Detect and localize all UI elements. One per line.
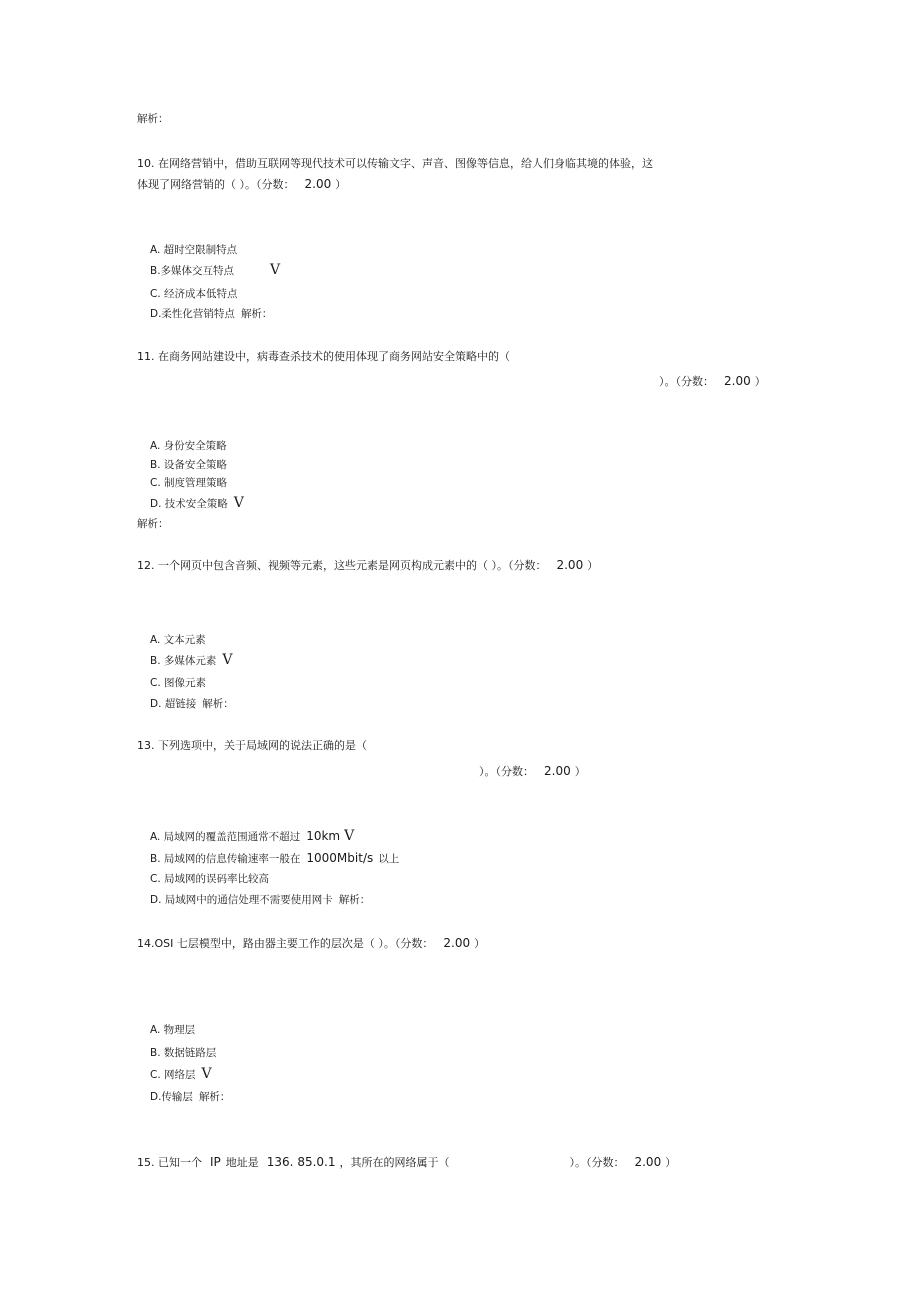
q12-stem-text: 12. 一个网页中包含音频、视频等元素，这些元素是网页构成元素中的（ ）。（分数： — [137, 559, 547, 572]
q13-option-b-value: 1000Mbit/s — [306, 851, 374, 865]
q14-option-d[interactable] — [150, 1090, 230, 1104]
q11-score: 2.00 — [724, 374, 751, 388]
q13-score: 2.00 — [544, 764, 571, 778]
q13-analysis-label: 解析： — [338, 894, 371, 906]
q14-option-d-text: D.传输层 — [150, 1091, 193, 1103]
q14-option-a[interactable]: A. 物理层 — [150, 1024, 196, 1036]
q10-close: ） — [335, 178, 347, 191]
q14-score: 2.00 — [443, 936, 471, 950]
q15-stem-suffix: ，其所在的网络属于（ — [339, 1156, 450, 1169]
q12-analysis-label: 解析： — [202, 698, 234, 710]
q12-option-b[interactable] — [150, 653, 233, 668]
q13-option-b-suffix: 以上 — [378, 853, 400, 865]
q10-score: 2.00 — [304, 177, 332, 191]
q11-close: ） — [754, 375, 766, 388]
q11-option-b[interactable]: B. 设备安全策略 — [150, 459, 227, 471]
q14-option-c-text: C. 网络层 — [150, 1069, 196, 1081]
q11-option-d-text: D. 技术安全策略 — [150, 498, 228, 510]
q10-stem-text: 体现了网络营销的（ ）。（分数： — [137, 178, 295, 191]
q12-option-d[interactable] — [150, 697, 234, 711]
q11-check-mark: V — [233, 495, 244, 511]
q13-stem: 13. 下列选项中，关于局域网的说法正确的是（ — [137, 739, 367, 752]
q12-option-d-text: D. 超链接 — [150, 698, 197, 710]
q10-option-b[interactable] — [150, 263, 280, 278]
q13-option-d-text: D. 局域网中的通信处理不需要使用网卡 — [150, 894, 333, 906]
q10-option-d[interactable] — [150, 307, 272, 321]
q12-check-mark: V — [222, 652, 233, 668]
q15-stem-prefix: 15. 已知一个 — [137, 1156, 202, 1169]
q14-option-c[interactable] — [150, 1067, 212, 1082]
q13-option-d[interactable] — [150, 893, 370, 907]
q10-stem-line1: 10. 在网络营销中，借助互联网等现代技术可以传输文字、声音、图像等信息，给人们身临其境的体验，这 — [137, 157, 653, 170]
q13-option-c[interactable]: C. 局域网的误码率比较高 — [150, 873, 270, 885]
q15-ip-value: 136. 85.0.1 — [266, 1155, 336, 1169]
q12-option-a[interactable]: A. 文本元素 — [150, 634, 206, 646]
q13-option-b[interactable] — [150, 851, 399, 866]
q15-ip-label: IP — [210, 1155, 221, 1169]
q14-option-b[interactable]: B. 数据链路层 — [150, 1047, 217, 1059]
q13-tail-text: ）。（分数： — [479, 765, 534, 778]
q11-stem-tail — [659, 374, 766, 389]
q10-stem-line2 — [137, 177, 346, 192]
q10-option-b-text: B.多媒体交互特点 — [150, 265, 235, 277]
q11-tail-text: ）。（分数： — [659, 375, 714, 388]
analysis-label-top: 解析： — [137, 113, 169, 125]
q12-option-c[interactable]: C. 图像元素 — [150, 677, 207, 689]
q13-check-mark: V — [344, 828, 355, 844]
q15-close: ） — [665, 1156, 677, 1169]
q15-tail-text: ）。（分数： — [569, 1156, 625, 1169]
q12-score: 2.00 — [556, 558, 584, 572]
q10-analysis-label: 解析： — [240, 308, 273, 320]
q14-check-mark: V — [201, 1066, 212, 1082]
q13-option-a-value: 10km — [306, 829, 341, 843]
q12-option-b-text: B. 多媒体元素 — [150, 655, 217, 667]
q15-stem-line — [137, 1155, 676, 1170]
q12-close: ） — [587, 559, 599, 572]
q11-option-d[interactable] — [150, 496, 244, 511]
q14-stem-text: 14.OSI 七层模型中，路由器主要工作的层次是（ ）。（分数： — [137, 937, 434, 950]
q11-analysis-label: 解析： — [137, 518, 169, 530]
q11-option-a[interactable]: A. 身份安全策略 — [150, 440, 227, 452]
q13-close: ） — [574, 765, 586, 778]
q13-option-a[interactable] — [150, 829, 354, 844]
q14-close: ） — [474, 937, 486, 950]
q14-analysis-label: 解析： — [198, 1091, 231, 1103]
q13-stem-tail — [479, 764, 586, 779]
q10-option-c[interactable]: C. 经济成本低特点 — [150, 288, 238, 300]
q11-stem: 11. 在商务网站建设中，病毒查杀技术的使用体现了商务网站安全策略中的（ — [137, 350, 510, 363]
q10-option-a[interactable]: A. 超时空限制特点 — [150, 244, 238, 256]
q15-stem-mid: 地址是 — [225, 1156, 259, 1169]
q14-stem-line — [137, 936, 485, 951]
q10-option-d-text: D.柔性化营销特点 — [150, 308, 235, 320]
q12-stem-line — [137, 558, 598, 573]
q10-check-mark: V — [270, 262, 281, 278]
q13-option-b-text: B. 局域网的信息传输速率一般在 — [150, 853, 301, 865]
q11-option-c[interactable]: C. 制度管理策略 — [150, 477, 228, 489]
q15-score: 2.00 — [634, 1155, 662, 1169]
q13-option-a-text: A. 局域网的覆盖范围通常不超过 — [150, 831, 301, 843]
